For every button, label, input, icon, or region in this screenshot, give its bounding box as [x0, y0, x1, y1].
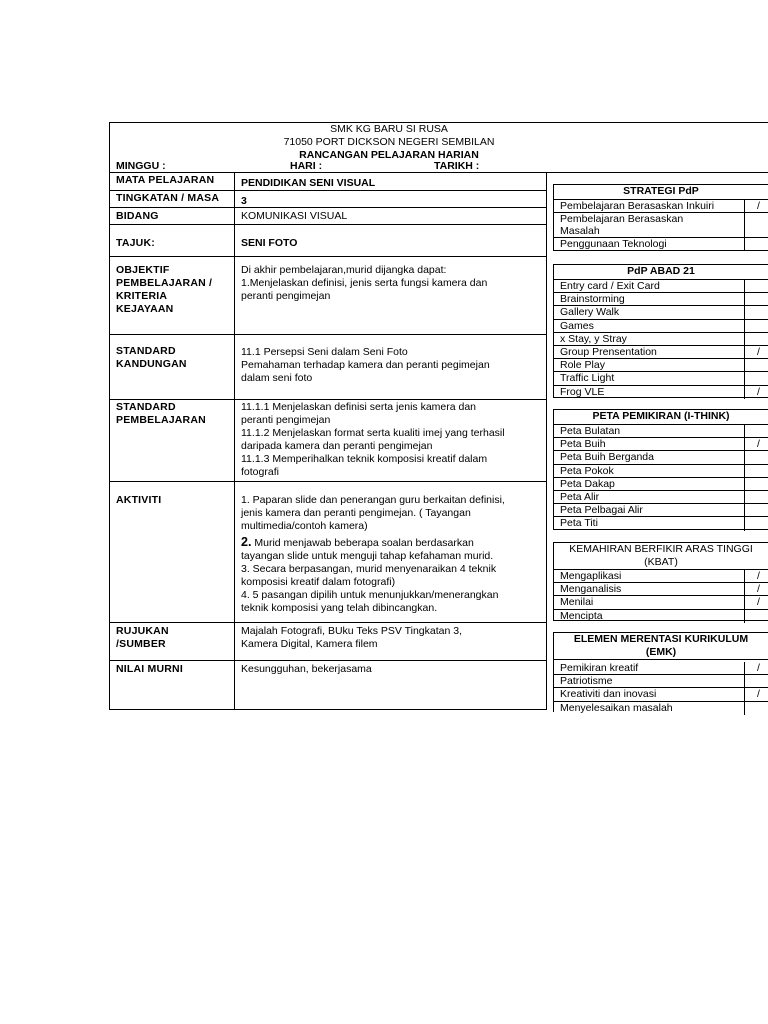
peta-pemikiran-title: PETA PEMIKIRAN (I-THINK): [554, 410, 768, 425]
table-row: Menyelesaikan masalah: [554, 702, 768, 715]
table-row: Menilai /: [554, 596, 768, 609]
tajuk-label: TAJUK:: [116, 237, 155, 249]
table-row: Menganalisis /: [554, 583, 768, 596]
table-row: Frog VLE /: [560, 385, 760, 398]
objektif-value: Di akhir pembelajaran,murid dijangka dapat: 1.Menjelaskan definisi, jenis serta fungsi kamera dan peranti pengimejan: [241, 264, 488, 302]
table-row: Role Play: [554, 359, 768, 372]
strategi-pdp-title: STRATEGI PdP: [554, 185, 768, 200]
bidang-label: BIDANG: [116, 210, 159, 222]
table-row: Peta Bulatan: [554, 425, 768, 438]
rujukan-label: RUJUKAN /SUMBER: [116, 625, 169, 650]
minggu-label: MINGGU :: [116, 160, 166, 172]
emk-title: ELEMEN MERENTASI KURIKULUM (EMK): [554, 633, 768, 660]
nilai-murni-value: Kesungguhan, bekerjasama: [241, 663, 372, 675]
table-row: Pembelajaran Berasaskan Masalah: [554, 213, 768, 238]
mata-pelajaran-label: MATA PELAJARAN: [116, 174, 215, 186]
table-row: Penggunaan Teknologi: [554, 238, 768, 251]
bidang-value: KOMUNIKASI VISUAL: [241, 210, 348, 222]
document-title: RANCANGAN PELAJARAN HARIAN: [299, 149, 479, 161]
peta-pemikiran-table: [553, 409, 768, 530]
table-row: Gallery Walk: [554, 306, 768, 319]
table-row: Mengaplikasi /: [554, 570, 768, 583]
hari-label: HARI :: [290, 160, 323, 172]
table-row: Peta Buih /: [554, 438, 768, 451]
table-row: Peta Pokok: [554, 465, 768, 478]
table-row: Pemikiran kreatif /: [554, 662, 768, 675]
table-row: Traffic Light: [554, 372, 768, 385]
objektif-label: OBJEKTIF PEMBELAJARAN / KRITERIA KEJAYAAN: [116, 264, 213, 315]
standard-pembelajaran-label: STANDARD PEMBELAJARAN: [116, 401, 206, 426]
standard-kandungan-label: STANDARD KANDUNGAN: [116, 345, 187, 370]
table-row: Pembelajaran Berasaskan Inkuiri /: [554, 200, 768, 213]
nilai-murni-label: NILAI MURNI: [116, 663, 183, 675]
aktiviti-value: 1. Paparan slide dan penerangan guru berkaitan definisi, jenis kamera dan peranti pengimejan. ( Tayangan multimedia/contoh kamera) 2. Murid menjawab beberapa soalan berdasarkan tayangan slide untuk menguji tahap kefahaman murid. 3. Secara berpasangan, murid menyenaraikan 4 teknik komposisi kreatif dalam fotografi) 4. 5 pasangan dipilih untuk menunjukkan/menerangkan teknik komposisi yang telah dibincangkan.: [241, 494, 505, 614]
pdp-abad-21-title: PdP ABAD 21: [554, 265, 768, 280]
tarikh-label: TARIKH :: [434, 160, 480, 172]
table-row: Peta Titi: [554, 517, 768, 530]
pdp-abad-21-table: [553, 264, 768, 398]
school-name: SMK KG BARU SI RUSA: [330, 123, 448, 135]
tingkatan-label: TINGKATAN / MASA: [116, 192, 220, 204]
kbat-table: [553, 542, 768, 621]
table-row: Group Prensentation /: [554, 346, 768, 359]
standard-kandungan-value: 11.1 Persepsi Seni dalam Seni Foto Pemahaman terhadap kamera dan peranti pegimejan dalam seni foto: [241, 346, 490, 384]
emk-table: [553, 632, 768, 712]
tingkatan-value: 3: [241, 195, 247, 207]
kbat-title: KEMAHIRAN BERFIKIR ARAS TINGGI (KBAT): [554, 543, 768, 570]
aktiviti-label: AKTIVITI: [116, 494, 162, 506]
table-row: Games: [554, 320, 768, 333]
table-row: Peta Dakap: [554, 478, 768, 491]
strategi-pdp-table: [553, 184, 768, 251]
tajuk-value: SENI FOTO: [241, 237, 298, 249]
table-row: Peta Alir: [554, 491, 768, 504]
mata-pelajaran-value: PENDIDIKAN SENI VISUAL: [241, 177, 376, 189]
rujukan-value: Majalah Fotografi, BUku Teks PSV Tingkatan 3, Kamera Digital, Kamera filem: [241, 625, 463, 650]
table-row: Peta Pelbagai Alir: [554, 504, 768, 517]
school-address: 71050 PORT DICKSON NEGERI SEMBILAN: [283, 136, 495, 148]
table-row: Brainstorming: [554, 293, 768, 306]
table-row: Patriotisme: [554, 675, 768, 688]
table-row: Entry card / Exit Card: [554, 280, 768, 293]
table-row: Peta Buih Berganda: [554, 451, 768, 464]
table-row: x Stay, y Stray: [554, 333, 768, 346]
standard-pembelajaran-value: 11.1.1 Menjelaskan definisi serta jenis kamera dan peranti pengimejan 11.1.2 Menjelaskan format serta kualiti imej yang terhasil daripada kamera dan peranti pengimejan 11.1.3 Memperihalkan teknik komposisi kreatif dalam fotografi: [241, 401, 505, 478]
table-row: Mencipta: [554, 610, 768, 623]
table-row: Kreativiti dan inovasi /: [554, 688, 768, 701]
